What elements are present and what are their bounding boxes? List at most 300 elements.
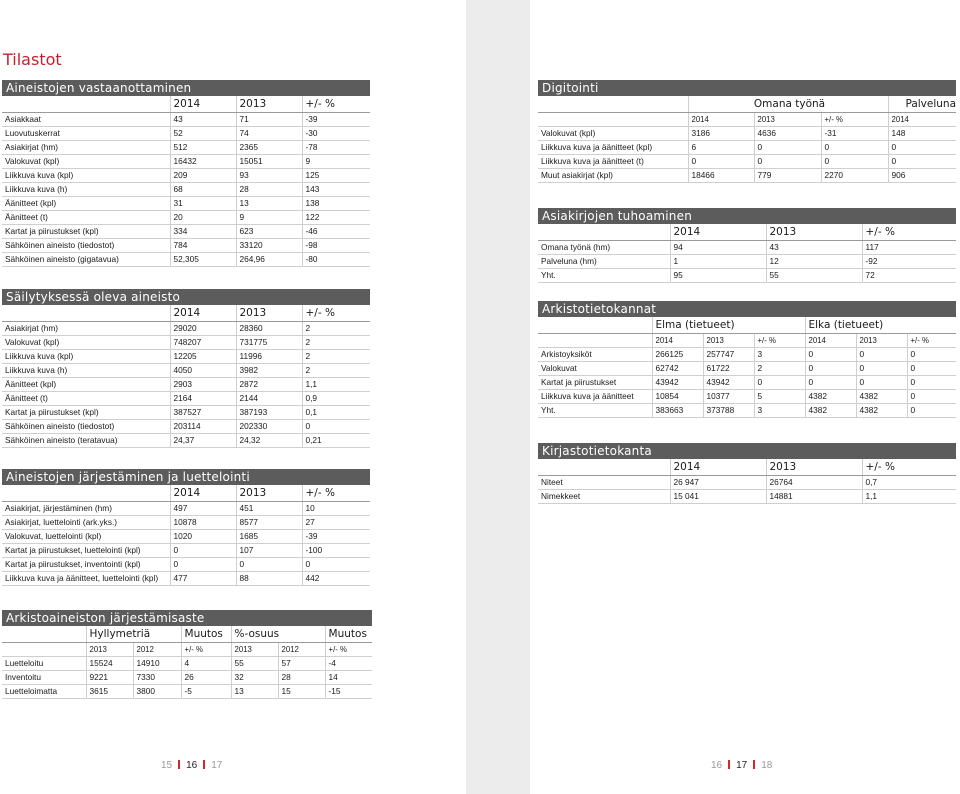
table-cell: 28 [278, 670, 325, 684]
group-header-row [2, 626, 372, 642]
table-cell: 43942 [703, 375, 754, 389]
column-header-row [2, 96, 370, 112]
group-header: %-osuus [231, 626, 325, 642]
table-cell: 95 [670, 268, 766, 282]
row-label: Valokuvat [538, 361, 652, 375]
table-cell: 0 [688, 154, 754, 168]
row-label: Luetteloimatta [2, 684, 86, 698]
data-table [2, 626, 372, 699]
arkistotietokannat-table [538, 301, 956, 418]
column-header-row [538, 459, 956, 475]
table-cell: 26764 [766, 475, 862, 489]
table-cell: 373788 [703, 403, 754, 417]
table-cell: 0 [856, 375, 907, 389]
row-label: Äänitteet (t) [2, 210, 170, 224]
table-row [2, 405, 370, 419]
column-header: +/- % [754, 333, 805, 347]
row-label: Asiakirjat (hm) [2, 140, 170, 154]
table-row [2, 196, 370, 210]
table-cell: 33120 [236, 238, 302, 252]
table-cell: -4 [325, 656, 372, 670]
current-page-number: 16 [186, 760, 198, 771]
row-label: Liikkuva kuva (kpl) [2, 168, 170, 182]
data-table [2, 485, 370, 586]
table-cell: 451 [236, 501, 302, 515]
table-cell: 0 [907, 389, 956, 403]
table-cell: 2 [302, 363, 370, 377]
column-header: 2013 [231, 642, 278, 656]
table-row [538, 389, 956, 403]
group-header: Omana työnä [688, 96, 888, 112]
table-cell: 12205 [170, 349, 236, 363]
data-table [2, 96, 370, 267]
table-cell: 94 [670, 240, 766, 254]
table-cell: 3186 [688, 126, 754, 140]
column-header-row [2, 305, 370, 321]
table-row [2, 126, 370, 140]
data-table [538, 459, 956, 504]
row-label: Palveluna (hm) [538, 254, 670, 268]
table-cell: 4382 [805, 403, 856, 417]
row-label: Äänitteet (t) [2, 391, 170, 405]
row-label: Valokuvat (kpl) [2, 154, 170, 168]
table-cell: 43 [766, 240, 862, 254]
row-label: Sähköinen aineisto (gigatavua) [2, 252, 170, 266]
table-cell: 13 [236, 196, 302, 210]
table-cell: 27 [302, 515, 370, 529]
section-header: Asiakirjojen tuhoaminen [538, 208, 956, 224]
table-cell: 4636 [754, 126, 821, 140]
sailytys-table [2, 289, 370, 448]
table-cell: 2164 [170, 391, 236, 405]
column-header: 2014 [805, 333, 856, 347]
table-row [2, 684, 372, 698]
row-label: Arkistoyksiköt [538, 347, 652, 361]
table-cell: 387527 [170, 405, 236, 419]
blank-cell [2, 626, 86, 642]
table-cell: 10 [302, 501, 370, 515]
table-row [538, 140, 956, 154]
table-cell: -39 [302, 529, 370, 543]
column-header: 2013 [754, 112, 821, 126]
table-row [2, 391, 370, 405]
column-header: +/- % [862, 459, 956, 475]
table-cell: 71 [236, 112, 302, 126]
table-cell: 497 [170, 501, 236, 515]
group-header: Palveluna [888, 96, 956, 112]
row-label: Liikkuva kuva ja äänitteet (t) [538, 154, 688, 168]
column-header-row [538, 112, 956, 126]
table-cell: 2903 [170, 377, 236, 391]
table-cell: 0 [805, 361, 856, 375]
group-header: Elka (tietueet) [805, 317, 956, 333]
data-table [538, 224, 956, 283]
table-cell: 3615 [86, 684, 133, 698]
table-cell: 477 [170, 571, 236, 585]
table-cell: 28360 [236, 321, 302, 335]
table-cell: 55 [231, 656, 278, 670]
row-label: Muut asiakirjat (kpl) [538, 168, 688, 182]
column-header: 2014 [888, 112, 956, 126]
table-cell: 0,21 [302, 433, 370, 447]
table-cell: 383663 [652, 403, 703, 417]
row-label: Valokuvat (kpl) [2, 335, 170, 349]
table-row [2, 112, 370, 126]
column-header-row [538, 333, 956, 347]
table-cell: 9 [236, 210, 302, 224]
table-cell: 74 [236, 126, 302, 140]
row-label: Asiakirjat, luettelointi (ark.yks.) [2, 515, 170, 529]
row-label: Kartat ja piirustukset (kpl) [2, 224, 170, 238]
table-cell: 15 [278, 684, 325, 698]
row-label: Asiakirjat (hm) [2, 321, 170, 335]
column-header [2, 96, 170, 112]
arkistoaineiston-table [2, 610, 372, 699]
data-table [538, 96, 956, 183]
table-cell: 0,7 [862, 475, 956, 489]
row-label: Liikkuva kuva ja äänitteet [538, 389, 652, 403]
table-cell: 52 [170, 126, 236, 140]
table-cell: 512 [170, 140, 236, 154]
table-cell: 18466 [688, 168, 754, 182]
table-row [538, 254, 956, 268]
column-header: 2012 [133, 642, 181, 656]
table-cell: 0 [907, 403, 956, 417]
table-cell: 14 [325, 670, 372, 684]
row-label: Kartat ja piirustukset, luettelointi (kpl) [2, 543, 170, 557]
table-cell: 2 [302, 335, 370, 349]
table-cell: 14910 [133, 656, 181, 670]
group-header: Elma (tietueet) [652, 317, 805, 333]
table-row [2, 154, 370, 168]
column-header [538, 112, 688, 126]
table-row [2, 433, 370, 447]
row-label: Kartat ja piirustukset (kpl) [2, 405, 170, 419]
kirjastotietokanta-table [538, 443, 956, 504]
page-number: 15 [161, 760, 173, 771]
data-table [2, 305, 370, 448]
table-row [2, 168, 370, 182]
table-cell: 203114 [170, 419, 236, 433]
page-separator [753, 760, 755, 769]
table-row [2, 238, 370, 252]
row-label: Liikkuva kuva (h) [2, 182, 170, 196]
column-header: +/- % [302, 96, 370, 112]
table-cell: 10854 [652, 389, 703, 403]
table-cell: 43 [170, 112, 236, 126]
table-cell: 748207 [170, 335, 236, 349]
table-row [2, 571, 370, 585]
data-table [538, 317, 956, 418]
table-cell: 16432 [170, 154, 236, 168]
table-row [538, 375, 956, 389]
table-cell: 0,1 [302, 405, 370, 419]
vastaanottaminen-table [2, 80, 370, 267]
section-header: Arkistoaineiston järjestämisaste [2, 610, 372, 626]
current-page-number: 17 [736, 760, 748, 771]
table-row [2, 349, 370, 363]
table-row [2, 656, 372, 670]
table-cell: 61722 [703, 361, 754, 375]
table-cell: 117 [862, 240, 956, 254]
column-header: 2014 [670, 459, 766, 475]
table-row [538, 240, 956, 254]
table-cell: 9221 [86, 670, 133, 684]
page-numbers-left [161, 760, 222, 771]
column-header [538, 224, 670, 240]
table-cell: 24,32 [236, 433, 302, 447]
table-cell: 1020 [170, 529, 236, 543]
table-cell: 0 [907, 347, 956, 361]
column-header: 2014 [688, 112, 754, 126]
section-header: Arkistotietokannat [538, 301, 956, 317]
tuhoaminen-table [538, 208, 956, 283]
row-label: Sähköinen aineisto (teratavua) [2, 433, 170, 447]
table-cell: 3 [754, 347, 805, 361]
table-cell: 266125 [652, 347, 703, 361]
row-label: Niteet [538, 475, 670, 489]
column-header: 2013 [703, 333, 754, 347]
table-cell: 0 [236, 557, 302, 571]
table-cell: 731775 [236, 335, 302, 349]
table-row [2, 557, 370, 571]
table-cell: 0 [821, 140, 888, 154]
table-cell: 43942 [652, 375, 703, 389]
page-separator [178, 760, 180, 769]
table-cell: 4382 [856, 403, 907, 417]
section-header: Aineistojen vastaanottaminen [2, 80, 370, 96]
group-header-row [538, 96, 956, 112]
table-cell: 122 [302, 210, 370, 224]
table-row [538, 489, 956, 503]
section-header: Digitointi [538, 80, 956, 96]
table-cell: 4050 [170, 363, 236, 377]
table-cell: 257747 [703, 347, 754, 361]
table-cell: 0 [302, 557, 370, 571]
column-header: 2013 [766, 224, 862, 240]
table-row [2, 377, 370, 391]
table-cell: 72 [862, 268, 956, 282]
column-header: 2013 [236, 485, 302, 501]
column-header: 2013 [236, 305, 302, 321]
table-cell: 202330 [236, 419, 302, 433]
table-cell: 8577 [236, 515, 302, 529]
column-header: +/- % [325, 642, 372, 656]
table-row [2, 321, 370, 335]
table-cell: -39 [302, 112, 370, 126]
table-cell: -92 [862, 254, 956, 268]
column-header: +/- % [181, 642, 231, 656]
table-cell: 26 947 [670, 475, 766, 489]
table-cell: 15524 [86, 656, 133, 670]
table-cell: 0 [170, 543, 236, 557]
table-cell: 26 [181, 670, 231, 684]
row-label: Inventoitu [2, 670, 86, 684]
table-row [2, 529, 370, 543]
column-header [2, 642, 86, 656]
blank-cell [538, 317, 652, 333]
row-label: Liikkuva kuva (h) [2, 363, 170, 377]
table-cell: 4382 [805, 389, 856, 403]
group-header: Hyllymetriä [86, 626, 181, 642]
table-row [538, 268, 956, 282]
table-cell: 2 [302, 349, 370, 363]
table-cell: 9 [302, 154, 370, 168]
table-cell: 20 [170, 210, 236, 224]
page-separator [728, 760, 730, 769]
table-cell: -98 [302, 238, 370, 252]
row-label: Valokuvat, luettelointi (kpl) [2, 529, 170, 543]
table-cell: 0 [805, 375, 856, 389]
table-row [538, 168, 956, 182]
row-label: Nimekkeet [538, 489, 670, 503]
table-cell: 148 [888, 126, 956, 140]
row-label: Luetteloitu [2, 656, 86, 670]
table-cell: 138 [302, 196, 370, 210]
table-cell: 12 [766, 254, 862, 268]
table-cell: 209 [170, 168, 236, 182]
section-header: Säilytyksessä oleva aineisto [2, 289, 370, 305]
column-header-row [2, 485, 370, 501]
table-cell: 623 [236, 224, 302, 238]
table-cell: 264,96 [236, 252, 302, 266]
table-cell: 6 [688, 140, 754, 154]
column-header-row [538, 224, 956, 240]
row-label: Yht. [538, 403, 652, 417]
row-label: Asiakirjat, järjestäminen (hm) [2, 501, 170, 515]
column-header: +/- % [302, 305, 370, 321]
table-row [2, 515, 370, 529]
table-cell: 0 [754, 375, 805, 389]
page-number: 16 [711, 760, 723, 771]
table-cell: 2365 [236, 140, 302, 154]
table-cell: 0 [856, 361, 907, 375]
table-cell: 107 [236, 543, 302, 557]
row-label: Liikkuva kuva ja äänitteet (kpl) [538, 140, 688, 154]
jarjestaminen-table [2, 469, 370, 586]
table-cell: 0 [805, 347, 856, 361]
table-cell: -15 [325, 684, 372, 698]
table-cell: 52,305 [170, 252, 236, 266]
table-row [538, 126, 956, 140]
table-cell: 387193 [236, 405, 302, 419]
row-label: Valokuvat (kpl) [538, 126, 688, 140]
section-header: Aineistojen järjestäminen ja luettelointi [2, 469, 370, 485]
row-label: Kartat ja piirustukset [538, 375, 652, 389]
table-cell: 0 [170, 557, 236, 571]
table-cell: 3800 [133, 684, 181, 698]
column-header [2, 485, 170, 501]
table-row [2, 543, 370, 557]
row-label: Sähköinen aineisto (tiedostot) [2, 419, 170, 433]
group-header: Muutos [325, 626, 372, 642]
table-cell: 2 [754, 361, 805, 375]
row-label: Asiakkaat [2, 112, 170, 126]
table-cell: 0 [821, 154, 888, 168]
group-header-row [538, 317, 956, 333]
column-header: 2014 [170, 485, 236, 501]
table-cell: 143 [302, 182, 370, 196]
table-row [2, 670, 372, 684]
row-label: Liikkuva kuva (kpl) [2, 349, 170, 363]
table-cell: 2144 [236, 391, 302, 405]
table-cell: 14881 [766, 489, 862, 503]
table-cell: -100 [302, 543, 370, 557]
table-cell: 0 [754, 154, 821, 168]
table-cell: 1 [670, 254, 766, 268]
table-cell: -46 [302, 224, 370, 238]
table-cell: 125 [302, 168, 370, 182]
column-header: 2013 [856, 333, 907, 347]
page-number: 17 [211, 760, 223, 771]
column-header: 2013 [86, 642, 133, 656]
column-header: +/- % [821, 112, 888, 126]
table-cell: 13 [231, 684, 278, 698]
table-cell: 2 [302, 321, 370, 335]
table-cell: 0 [907, 375, 956, 389]
table-cell: 0,9 [302, 391, 370, 405]
table-cell: 779 [754, 168, 821, 182]
table-cell: 2872 [236, 377, 302, 391]
table-cell: 15051 [236, 154, 302, 168]
table-cell: 62742 [652, 361, 703, 375]
table-cell: 88 [236, 571, 302, 585]
row-label: Yht. [538, 268, 670, 282]
table-cell: 11996 [236, 349, 302, 363]
column-header [538, 459, 670, 475]
table-row [538, 347, 956, 361]
page-gutter [466, 0, 530, 794]
table-cell: 57 [278, 656, 325, 670]
table-cell: 784 [170, 238, 236, 252]
table-row [2, 182, 370, 196]
table-cell: -5 [181, 684, 231, 698]
table-cell: 1,1 [862, 489, 956, 503]
table-cell: -30 [302, 126, 370, 140]
table-row [538, 475, 956, 489]
column-header: +/- % [907, 333, 956, 347]
table-cell: 93 [236, 168, 302, 182]
table-cell: 906 [888, 168, 956, 182]
table-cell: 7330 [133, 670, 181, 684]
table-cell: 1685 [236, 529, 302, 543]
page-separator [203, 760, 205, 769]
table-cell: 0 [888, 154, 956, 168]
column-header [2, 305, 170, 321]
blank-cell [538, 96, 688, 112]
table-cell: 15 041 [670, 489, 766, 503]
table-row [2, 363, 370, 377]
table-cell: 10878 [170, 515, 236, 529]
table-row [538, 403, 956, 417]
row-label: Kartat ja piirustukset, inventointi (kpl) [2, 557, 170, 571]
row-label: Luovutuskerrat [2, 126, 170, 140]
table-cell: 0 [856, 347, 907, 361]
table-row [2, 224, 370, 238]
row-label: Sähköinen aineisto (tiedostot) [2, 238, 170, 252]
table-cell: 2270 [821, 168, 888, 182]
table-row [538, 154, 956, 168]
table-cell: 0 [302, 419, 370, 433]
row-label: Äänitteet (kpl) [2, 377, 170, 391]
table-cell: 3982 [236, 363, 302, 377]
column-header: +/- % [302, 485, 370, 501]
table-cell: 0 [754, 140, 821, 154]
table-cell: 32 [231, 670, 278, 684]
column-header-row [2, 642, 372, 656]
column-header: 2014 [652, 333, 703, 347]
column-header: 2013 [236, 96, 302, 112]
